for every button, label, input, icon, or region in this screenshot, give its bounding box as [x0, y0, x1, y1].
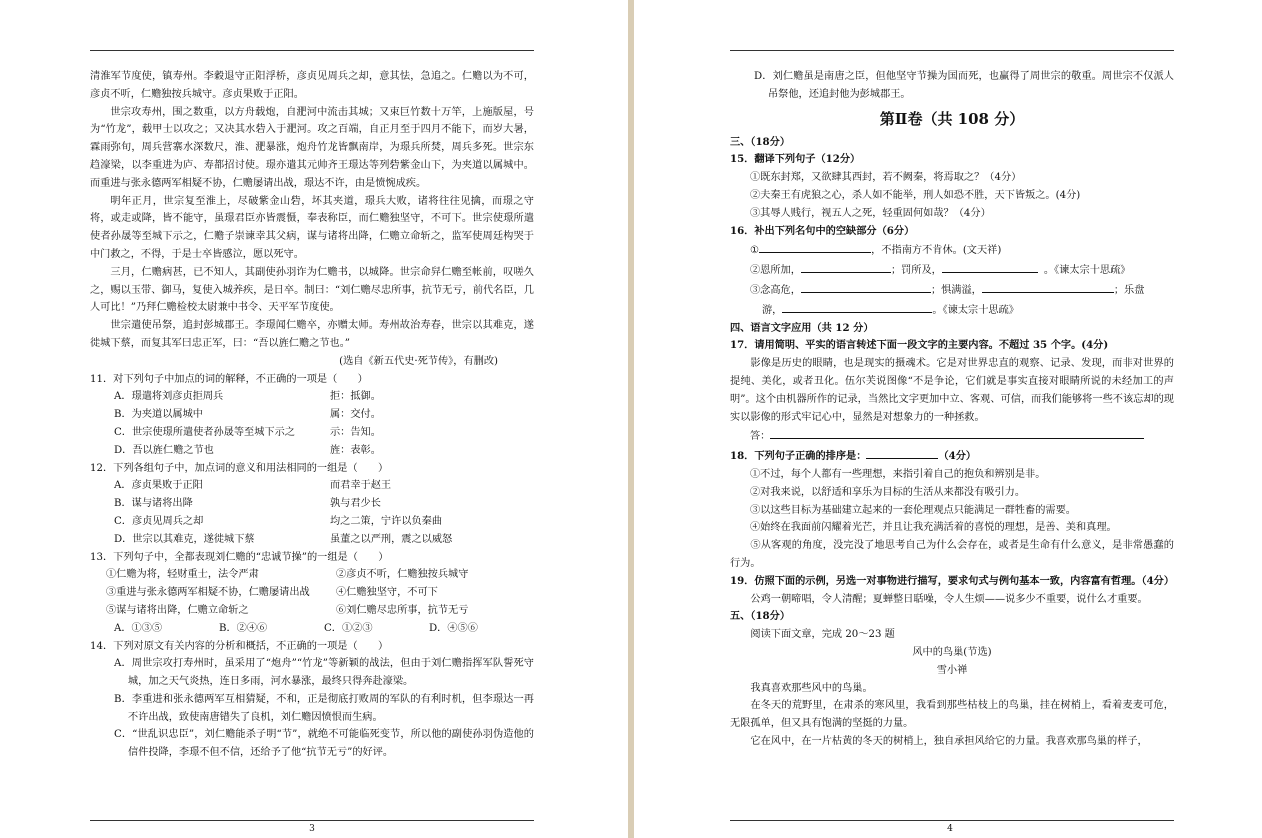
answer-blank[interactable]	[770, 426, 1144, 439]
fill-blank[interactable]	[801, 280, 931, 293]
question-16-stem: 16．补出下列名句中的空缺部分（6分）	[730, 224, 915, 237]
page-number: 3	[309, 824, 315, 834]
question-15-item: ③其辱人贱行，视五人之死，轻重固何如哉？（4分）	[750, 207, 991, 219]
section-heading: 四、语言文字应用（共 12 分）	[730, 321, 874, 334]
question-13-items: ①仁赡为将，轻财重士，法令严肃 ②彦贞不听，仁赡独按兵城守	[106, 569, 469, 581]
volume-title: 第Ⅱ卷（共 108 分）	[879, 109, 1025, 128]
header-rule	[730, 50, 1174, 51]
question-18-item: ④始终在我面前闪耀着光芒，并且让我充满活着的喜悦的理想，是善、美和真理。	[750, 522, 1117, 534]
passage-paragraph: 三月，仁赡病甚，已不知人，其副使孙羽诈为仁赡书，以城降。世宗命舁仁赡至帐前，叹嗟久之，赐以玉带、御马，复使入城养疾，是日卒。制曰：“刘仁赡尽忠所事，抗节无亏，前代名臣，几人可比！”乃拜仁赡检校太尉兼中书令、天平军节度使。	[90, 266, 534, 314]
page-number: 4	[947, 824, 953, 834]
header-rule	[90, 50, 534, 51]
question-18-item: ①不过，每个人都有一些理想，来指引着自己的抱负和辨别是非。	[750, 468, 1046, 480]
fill-blank[interactable]	[866, 446, 938, 459]
fill-blank[interactable]	[942, 260, 1038, 273]
question-15-item: ①既东封郑，又欲肆其西封，若不阙秦，将焉取之？（4分）	[750, 172, 1022, 184]
question-14-option-d: D．刘仁赡虽是南唐之臣，但他坚守节操为国而死，也赢得了周世宗的敬重。周世宗不仅派人吊祭他，还追封他为彭城郡王。	[754, 71, 1174, 100]
passage-paragraph: 世宗攻寿州，围之数重，以方舟载炮，自淝河中流击其城；又束巨竹数十万竿，上施版屋，号为“竹龙”，载甲士以攻之；又决其水砦入于淝河。攻之百端，自正月至于四月不能下，而岁大暑，霖雨弥旬，周兵营寨水深数尺，淮、淝暴涨，炮舟竹龙皆飘南岸，为璟兵所焚，周兵多死。世宗东趋濠梁，以李重进为庐、寿都招讨使。璟亦遣其元帅齐王璟达等列砦紫金山下，为夹道以属城中。而重进与张永德两军相疑不协，仁赡屡请出战，璟达不许，由是愤惋成疾。	[90, 106, 534, 189]
question-12-option: D．世宗以其难克，遂徙城下蔡 虽董之以严刑，震之以威怒	[114, 533, 453, 545]
passage-paragraph: 世宗遣使吊祭，追封彭城郡王。李璟闻仁赡卒，亦赠太师。寿州故治寿春，世宗以其难克，遂徙城下蔡，而复其军曰忠正军，曰：“吾以旌仁赡之节也。”	[90, 320, 534, 349]
question-13-choices: A．①③⑤ B．②④⑥ C．①②③ D．④⑤⑥	[114, 622, 478, 634]
question-16-line: ① ，不指南方不肯休。(文天祥)	[730, 240, 1174, 260]
fill-blank[interactable]	[782, 300, 932, 313]
question-13-items: ③重进与张永德两军相疑不协，仁赡屡请出战 ④仁赡独坚守，不可下	[106, 587, 438, 599]
right-page-content	[730, 68, 1174, 751]
section-heading: 三、（18分）	[730, 135, 791, 148]
reading-paragraph: 在冬天的荒野里，在肃杀的寒风里，我看到那些枯枝上的鸟巢，挂在树梢上，看着麦麦可危，无限孤单，但又具有饱满的坚挺的力量。	[730, 700, 1174, 730]
question-19-example: 公鸡一朝啼唱，令人清醒；夏蝉整日聒噪，令人生烦——说多少不重要，说什么才重要。	[750, 593, 1148, 605]
answer-line: 答：	[730, 426, 1174, 446]
passage-paragraph: 明年正月，世宗复至淮上，尽破紫金山砦，坏其夹道，璟兵大败，诸将往往见擒，而璟之守将，或走或降，皆不能守，虽璟君臣亦皆震慑，奉表称臣，而仁赡独坚守，不可下。世宗使璟所遣使者孙晟等至城下示之，仁赡子崇谏幸其父病，谋与诸将出降，仁赡立命斩之，监军使周廷构哭于中门救之，不得，于是士卒皆感泣，愿以死守。	[90, 195, 534, 260]
reading-author: 雪小禅	[936, 664, 968, 676]
reading-intro: 阅读下面文章，完成 20～23 题	[750, 629, 895, 641]
question-15-stem: 15．翻译下列句子（12分）	[730, 153, 861, 166]
question-11-option: A．璟遣将刘彦贞拒周兵 拒：抵御。	[114, 391, 381, 403]
section-heading: 五、（18分）	[730, 610, 791, 623]
question-12-option: A．彦贞果败于正阳 而君幸于赵王	[114, 480, 392, 492]
question-16-line: ③念高危， ；惧满溢， ；乐盘	[730, 280, 1174, 300]
question-17-text: 影像是历史的眼睛，也是现实的摄魂术。它是对世界忠直的观察、记录、发现，而非对世界的提纯、美化，或者丑化。伍尔芙说图像“不是争论，它们就是事实直接对眼睛所说的未经加工的声明”。这个由机器所作的记录，当然比文字更加中立、客观、可信，而我们能够将一些不该忘却的现实以影像的形式牢记心中，显然是对想象力的一种拯救。	[730, 358, 1174, 423]
question-14-option: A．周世宗攻打寿州时，虽采用了“炮舟”“竹龙”等新颖的战法，但由于刘仁赡指挥军队誓死守城，加之天气炎热，连日多雨，河水暴涨，最终只得奔赴濠梁。	[114, 658, 534, 688]
question-11-option: D．吾以旌仁赡之节也 旌：表彰。	[114, 444, 381, 456]
question-14-option: C．“世乱识忠臣”，刘仁赡能杀子明“节”，就绝不可能临死变节，所以他的副使孙羽伪造他的信件投降，李璟不但不信，还给予了他“抗节无亏”的好评。	[114, 729, 534, 759]
footer-rule	[730, 820, 1174, 821]
reading-paragraph: 我真喜欢那些风中的鸟巢。	[750, 682, 873, 694]
question-18-item: ③以这些目标为基础建立起来的一套伦理观点只能满足一群牲畜的需要。	[750, 504, 1076, 516]
right-page	[634, 0, 1262, 838]
question-14-stem: 14．下列对原文有关内容的分析和概括，不正确的一项是（ ）	[90, 640, 389, 652]
left-page-content	[90, 68, 534, 762]
left-page	[0, 0, 628, 838]
question-11-stem: 11．对下列句子中加点的词的解释，不正确的一项是（ ）	[90, 373, 368, 385]
question-12-option: C．彦贞见周兵之却 均之二策，宁许以负秦曲	[114, 515, 443, 527]
fill-blank[interactable]	[759, 240, 871, 253]
question-19-stem: 19．仿照下面的示例，另选一对事物进行描写，要求句式与例句基本一致，内容富有哲理。（4分）	[730, 574, 1175, 587]
question-12-stem: 12．下列各组句子中，加点词的意义和用法相同的一组是（ ）	[90, 462, 389, 474]
question-14-option: B．李重进和张永德两军互相猜疑，不和，正是彻底打败周的军队的有利时机，但李璟达一再不许出战，致使南唐错失了良机，刘仁赡因愤恨而生病。	[114, 693, 534, 723]
question-18-stem: 18．下列句子正确的排序是： （4分）	[730, 446, 1174, 466]
question-18-item: ②对我来说，以舒适和享乐为目标的生活从来都没有吸引力。	[750, 486, 1026, 498]
question-12-option: B．谋与诸将出降 孰与君少长	[114, 498, 381, 510]
reading-paragraph: 它在风中，在一片枯黄的冬天的树梢上，独自承担风给它的力量。我喜欢那鸟巢的样子，	[750, 735, 1148, 747]
question-11-option: B．为夹道以属城中 属：交付。	[114, 409, 381, 421]
passage-source: (选自《新五代史·死节传》，有删改)	[339, 355, 498, 367]
question-11-option: C．世宗使璟所遣使者孙晟等至城下示之 示：告知。	[114, 426, 381, 438]
question-18-item: ⑤从客观的角度，没完没了地思考自己为什么会存在，或者是生命有什么意义，是非常愚蠢的行为。	[730, 540, 1174, 569]
fill-blank[interactable]	[982, 280, 1114, 293]
question-13-items: ⑤谋与诸将出降，仁赡立命斩之 ⑥刘仁赡尽忠所事，抗节无亏	[106, 604, 469, 616]
question-16-line: 游， 。《谏太宗十思疏》	[730, 300, 1174, 320]
question-13-stem: 13．下列句子中，全都表现刘仁赡的“忠诚节操”的一组是（ ）	[90, 551, 389, 563]
passage-paragraph: 清淮军节度使，镇寿州。李穀退守正阳浮桥，彦贞见周兵之却，意其怯，急追之。仁赡以为不可，彦贞不听，仁赡独按兵城守。彦贞果败于正阳。	[90, 71, 534, 100]
reading-title: 风中的鸟巢(节选)	[912, 646, 992, 658]
footer-rule	[90, 820, 534, 821]
question-16-line: ②恩所加， ；罚所及， 。《谏太宗十思疏》	[730, 260, 1174, 280]
question-15-item: ②夫秦王有虎狼之心，杀人如不能举，刑人如恐不胜，天下皆叛之。(4分)	[750, 189, 1081, 201]
fill-blank[interactable]	[801, 260, 891, 273]
question-17-stem: 17．请用简明、平实的语言转述下面一段文字的主要内容。不超过 35 个字。(4分)	[730, 339, 1109, 352]
